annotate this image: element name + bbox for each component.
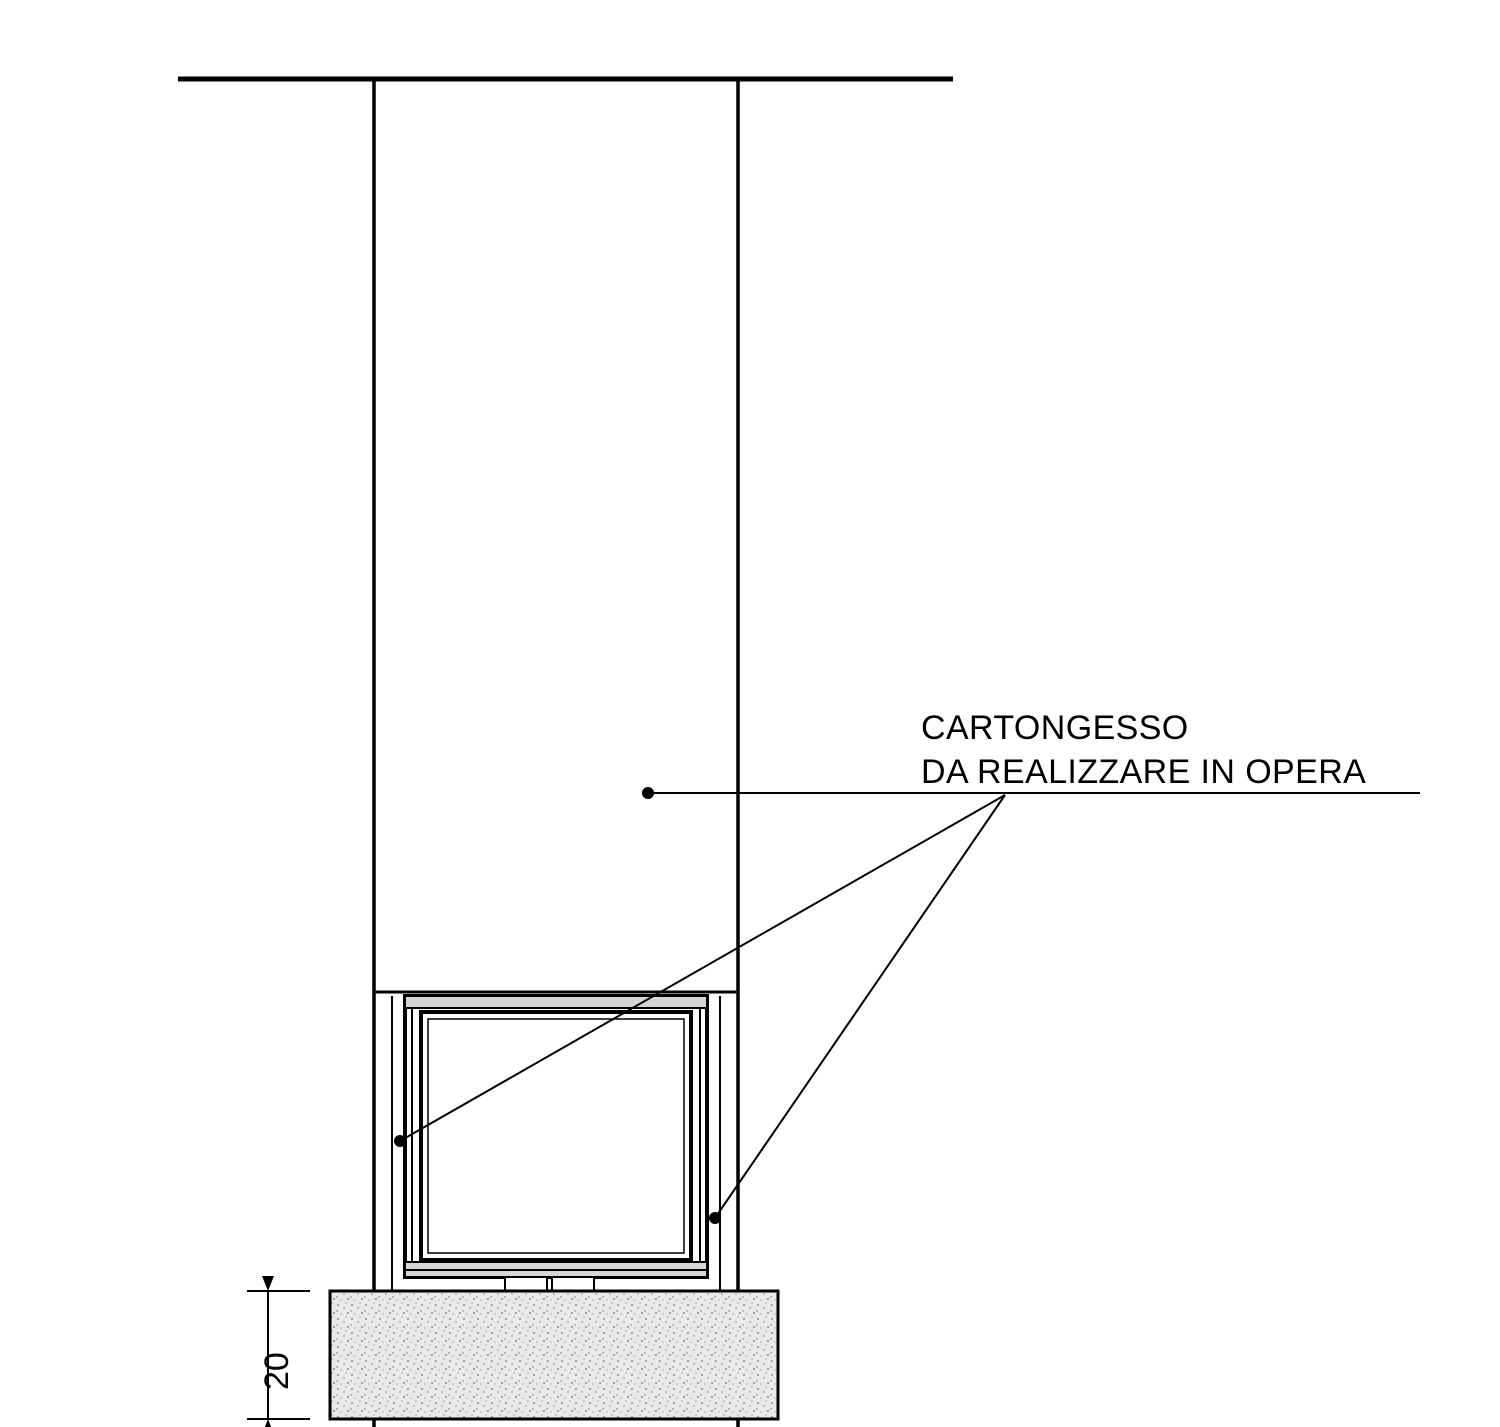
annotation-line-1: CARTONGESSO (921, 709, 1189, 747)
fireplace-insert (392, 996, 720, 1291)
concrete-plinth-base (330, 1291, 778, 1419)
annotation-cartongesso (921, 706, 1366, 794)
annotation-line-2: DA REALIZZARE IN OPERA (921, 753, 1367, 791)
dimension-label-20: 20 (258, 1352, 296, 1390)
